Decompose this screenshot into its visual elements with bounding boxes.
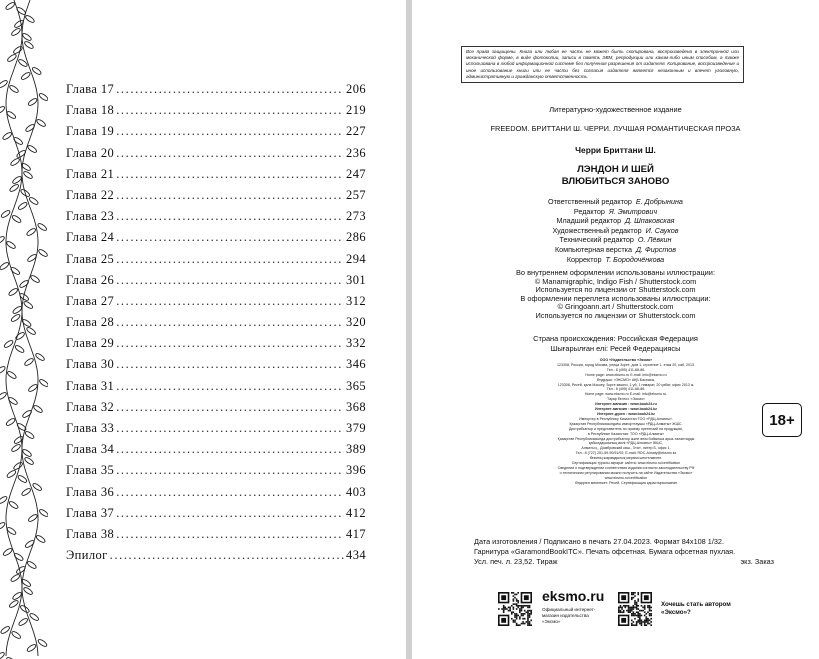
publisher-line: Home page: www.eksmo.ru E-mail: info@eksmo.ru xyxy=(585,372,667,377)
toc-entry-page: 379 xyxy=(346,421,366,435)
credit-role: Художественный редактор xyxy=(552,225,642,235)
toc-entry-page: 206 xyxy=(346,82,366,96)
credit-role: Ответственный редактор xyxy=(548,197,632,206)
credit-name: О. Лёвкин xyxy=(637,235,672,245)
toc-entry-leader xyxy=(116,188,344,203)
brand-caption: Официальный интернет-магазин издательства «Эксмо» xyxy=(542,607,596,624)
toc-entry-leader xyxy=(116,336,344,351)
illustration-credit-line: © Manamigraphic, Indigo Fish / Shutterstock.com xyxy=(534,276,697,286)
publisher-line: Импортер в Республику Казахстан ТОО «РДЦ-Алматы». xyxy=(579,416,673,421)
toc-entry-leader xyxy=(116,357,344,372)
credit-name: Т. Бородочёнкова xyxy=(605,254,665,264)
toc-entry-leader xyxy=(116,230,344,245)
toc-entry-leader xyxy=(116,294,344,309)
toc-entry-leader xyxy=(116,463,344,478)
toc-entry-page: 301 xyxy=(346,272,366,287)
toc-entry xyxy=(66,167,366,188)
credit-line xyxy=(412,216,819,226)
origin-line-kz: Шығарылған елі: Ресей Федерациясы xyxy=(550,343,681,353)
print-line-3 xyxy=(474,557,774,567)
illustration-credit-line: В оформлении переплета использованы иллюстрации: xyxy=(520,293,711,303)
toc-entry-leader xyxy=(116,146,344,161)
toc-entry-leader xyxy=(116,273,344,288)
toc-entry-page: 227 xyxy=(346,124,366,139)
publisher-line: Home page: www.eksmo.ru E-mail: info@eksmo.ru. xyxy=(584,392,668,397)
edition-type: Литературно-художественное издание xyxy=(549,105,682,114)
toc-entry-label: Глава 33 xyxy=(66,421,115,435)
publisher-line: Өндірген мемлекет: Ресей. Сертификация қарастырылмаған xyxy=(575,480,677,485)
toc-entry-label: Глава 36 xyxy=(66,484,115,499)
toc-entry xyxy=(66,315,366,336)
book-title-line-1: ЛЭНДОН И ШЕЙ xyxy=(577,164,654,175)
age-rating-badge: 18+ xyxy=(762,403,802,437)
publisher-line: Дистрибьютор и представитель по приему претензий на продукцию, xyxy=(568,426,684,431)
toc-entry xyxy=(66,103,366,124)
rights-notice: Все права защищены. Книга или любая ее часть не может быть скопирована, воспроизведена в электронной или механической форме, в виде фотокопии, записи в память ЭВМ, репродукции или каким-либо иным способом, а также использована в любой информационной системе без получения разрешения от издателя. Копирование, воспроизведение и иное использование книги или ее части без согласия издателя является незаконным и влечет уголовную, административную и гражданскую ответственность. xyxy=(461,46,744,83)
credit-role: Технический редактор xyxy=(559,235,634,245)
toc-entry-leader xyxy=(116,124,344,139)
publisher-line: Сведения о подтверждении соответствия издания согласно законодательству РФ xyxy=(557,465,695,470)
illustration-credit-line: Используется по лицензии от Shutterstock.com xyxy=(535,285,696,295)
toc-entry xyxy=(66,357,366,378)
publisher-line: Тел.: 8 (495) 411-68-86. xyxy=(606,387,646,392)
toc-entry-label: Глава 32 xyxy=(66,399,115,414)
toc-entry-leader xyxy=(116,442,344,457)
toc-entry-page: 312 xyxy=(346,293,366,308)
book-title-line-2: ВЛЮБИТЬСЯ ЗАНОВО xyxy=(561,176,670,187)
toc-entry xyxy=(66,485,366,506)
credit-name: И. Сауков xyxy=(645,225,679,235)
credit-name: Я. Эмитрович xyxy=(608,206,658,216)
toc-entry-leader xyxy=(116,379,344,394)
toc-entry-label: Глава 23 xyxy=(66,209,115,224)
toc-entry-label: Глава 37 xyxy=(66,505,115,520)
toc-entry-label: Глава 21 xyxy=(66,166,115,181)
qr-code-shop[interactable] xyxy=(498,592,532,626)
publisher-line: Өнімнің жарамдылық мерзімі шектелмеген. xyxy=(589,456,663,461)
toc-entry xyxy=(66,400,366,421)
toc-entry-page: 417 xyxy=(346,526,366,541)
toc-entry-page: 365 xyxy=(346,378,366,393)
credit-line xyxy=(412,255,819,265)
toc-entry-label: Глава 27 xyxy=(66,293,115,308)
print-line-3-left: Усл. печ. л. 23,52. Тираж xyxy=(474,557,558,567)
toc-entry-label: Глава 24 xyxy=(66,230,115,245)
book-title xyxy=(412,164,819,188)
illustration-credit-line: Во внутреннем оформлении использованы иллюстрации: xyxy=(515,268,715,277)
toc-entry xyxy=(66,82,366,103)
toc-entry-page: 273 xyxy=(346,209,366,224)
publisher-line: 123308, Россия, город Москва, улица Зорге, дом 1, строение 1, этаж 20, каб. 2013. xyxy=(557,362,695,367)
credit-name: Д. Шпаковская xyxy=(625,216,675,226)
illustration-credit-line: Используется по лицензии от Shutterstock.com xyxy=(535,310,696,320)
toc-entry-page: 247 xyxy=(346,166,366,181)
toc-entry xyxy=(66,421,366,442)
toc-entry xyxy=(66,252,366,273)
toc-entry-label: Эпилог xyxy=(66,548,108,563)
credit-role: Редактор xyxy=(573,206,605,216)
toc-entry-leader xyxy=(110,548,344,563)
toc-entry-label: Глава 22 xyxy=(66,187,115,202)
toc-entry-leader xyxy=(116,315,344,330)
publisher-line: ООО «Издательство «Эксмо» xyxy=(599,358,653,362)
publisher-line: Қазақстан Республикасындағы импорттаушы «РДЦ-Алматы» ЖШС. xyxy=(569,421,683,426)
toc-entry xyxy=(66,230,366,251)
publisher-info xyxy=(494,358,758,486)
credits-list xyxy=(412,197,819,264)
publisher-line: 123308, Ресей, қала Мәскеу, Зорге көшесі, 1 үй, 1 ғимарат, 20 қабат, офис 2013 ж. xyxy=(557,382,695,387)
credit-line xyxy=(412,207,819,217)
toc-entry-leader xyxy=(116,400,344,415)
publisher-line: о техническом регулировании можно получить на сайте Издательства «Эксмо» xyxy=(559,470,693,475)
printing-details xyxy=(474,537,774,568)
toc-entry-label: Глава 38 xyxy=(66,526,115,541)
toc-entry-page: 396 xyxy=(346,463,366,478)
toc-entry-page: 389 xyxy=(346,442,366,457)
credit-line xyxy=(412,245,819,255)
toc-entry-leader xyxy=(116,506,344,521)
toc-entry-label: Глава 34 xyxy=(66,442,115,457)
publisher-line: Интернет-дүкен : www.book24.kz xyxy=(597,411,655,416)
toc-entry-leader xyxy=(116,209,344,224)
toc-entry-label: Глава 25 xyxy=(66,251,115,266)
publisher-line: Тауар белгісі: «Эксмо» xyxy=(607,397,645,402)
toc-entry-label: Глава 26 xyxy=(66,272,115,287)
toc-entry xyxy=(66,336,366,357)
toc-entry-label: Глава 17 xyxy=(66,82,115,96)
toc-entry-label: Глава 31 xyxy=(66,378,115,393)
toc-entry-leader xyxy=(116,527,344,542)
toc-entry-label: Глава 35 xyxy=(66,463,115,478)
toc-entry xyxy=(66,506,366,527)
toc-entry xyxy=(66,463,366,484)
toc-entry-label: Глава 20 xyxy=(66,145,115,160)
toc-entry-page: 403 xyxy=(346,484,366,499)
toc-entry xyxy=(66,124,366,145)
print-line-2: Гарнитура «GaramondBookITC». Печать офсетная. Бумага офсетная пухлая. xyxy=(474,547,736,557)
author-call: Хочешь стать автором «Эксмо»? xyxy=(661,601,731,616)
toc-entry-page: 320 xyxy=(346,315,366,330)
toc-entry xyxy=(66,273,366,294)
toc-entry xyxy=(66,527,366,548)
brand-name: eksmo.ru xyxy=(542,588,605,604)
author-name: Черри Бриттани Ш. xyxy=(575,145,656,155)
print-line-1: Дата изготовления / Подписано в печать 27.04.2023. Формат 84x108 1/32. xyxy=(474,537,724,546)
print-line-3-right: экз. Заказ xyxy=(740,557,774,567)
left-page xyxy=(0,0,406,659)
qr-code-author[interactable] xyxy=(618,592,652,626)
toc-entry xyxy=(66,146,366,167)
publisher-line: Сертификация туралы ақпарат сайтта: www.eksmo.ru/certification xyxy=(571,461,681,466)
toc-entry-leader xyxy=(116,485,344,500)
credit-line xyxy=(412,197,819,207)
toc-entry-page: 412 xyxy=(346,505,366,520)
credit-role: Младший редактор xyxy=(556,216,622,226)
toc-entry-leader xyxy=(116,103,344,118)
toc-entry-leader xyxy=(116,82,344,97)
publisher-line: Интернет-магазин : www.book24.kz xyxy=(595,407,657,412)
toc-entry-page: 286 xyxy=(346,230,366,245)
toc-entry-page: 219 xyxy=(346,103,366,118)
table-of-contents xyxy=(66,82,366,569)
toc-entry-label: Глава 18 xyxy=(66,103,115,118)
credit-name: Д. Фирстов xyxy=(635,244,676,254)
credit-line xyxy=(412,235,819,245)
publisher-line: в Республике Казахстан: ТОО «РДЦ-Алматы» xyxy=(587,431,665,436)
toc-entry-leader xyxy=(116,421,344,436)
publisher-line: Өндіруші: «ЭКСМО» АҚБ Баспасы, xyxy=(596,377,656,382)
credit-role: Корректор xyxy=(566,254,602,264)
toc-entry-label: Глава 29 xyxy=(66,336,115,351)
toc-entry-label: Глава 28 xyxy=(66,315,115,330)
toc-entry xyxy=(66,188,366,209)
publisher-line: www.eksmo.ru/certification xyxy=(604,475,648,480)
series-name: FREEDOM. БРИТТАНИ Ш. ЧЕРРИ. ЛУЧШАЯ РОМАНТИЧЕСКАЯ ПРОЗА xyxy=(490,124,741,133)
toc-entry-label: Глава 30 xyxy=(66,357,115,372)
toc-entry-page: 257 xyxy=(346,187,366,202)
toc-entry xyxy=(66,209,366,230)
toc-entry-page: 332 xyxy=(346,336,366,351)
credit-name: Е. Добрынина xyxy=(635,197,683,206)
credit-line xyxy=(412,226,819,236)
toc-entry-page: 368 xyxy=(346,399,366,414)
toc-entry-page: 346 xyxy=(346,357,366,372)
floral-vine-ornament xyxy=(0,0,48,659)
toc-entry-leader xyxy=(116,167,344,182)
toc-entry xyxy=(66,294,366,315)
toc-entry-page: 434 xyxy=(346,548,366,563)
toc-entry-leader xyxy=(116,252,344,267)
toc-entry xyxy=(66,442,366,463)
toc-entry-label: Глава 19 xyxy=(66,124,115,139)
publisher-line: Қазақстан Республикасында дистрибьютор және өнім бойынша арыз-талаптарды xyxy=(557,436,695,441)
toc-entry xyxy=(66,548,366,569)
origin-line-ru: Страна происхождения: Российская Федерация xyxy=(533,334,698,343)
publisher-line: қабылдаушының өкілі «РДЦ-Алматы» ЖШС, xyxy=(588,441,664,446)
illustration-credit-line: © Gringoann.art / Shutterstock.com xyxy=(557,302,674,312)
toc-entry xyxy=(66,379,366,400)
publisher-line: Алматы қ., Домбровский көш., 3«а», литер Б, офис 1. xyxy=(581,446,671,451)
publisher-line: Тел.: 8 (495) 411-68-86. xyxy=(606,367,646,372)
publisher-line: Интернет-магазин : www.book24.ru xyxy=(595,402,657,407)
illustration-credits xyxy=(412,269,819,321)
right-page xyxy=(412,0,819,659)
toc-entry-page: 236 xyxy=(346,145,366,160)
publisher-line: Тел.: 8 (727) 251-59-90/91/92; E-mail: RDC-Almaty@eksmo.kz xyxy=(575,451,677,456)
credit-role: Компьютерная верстка xyxy=(555,244,632,254)
toc-entry-page: 294 xyxy=(346,251,366,266)
country-of-origin xyxy=(412,334,819,354)
